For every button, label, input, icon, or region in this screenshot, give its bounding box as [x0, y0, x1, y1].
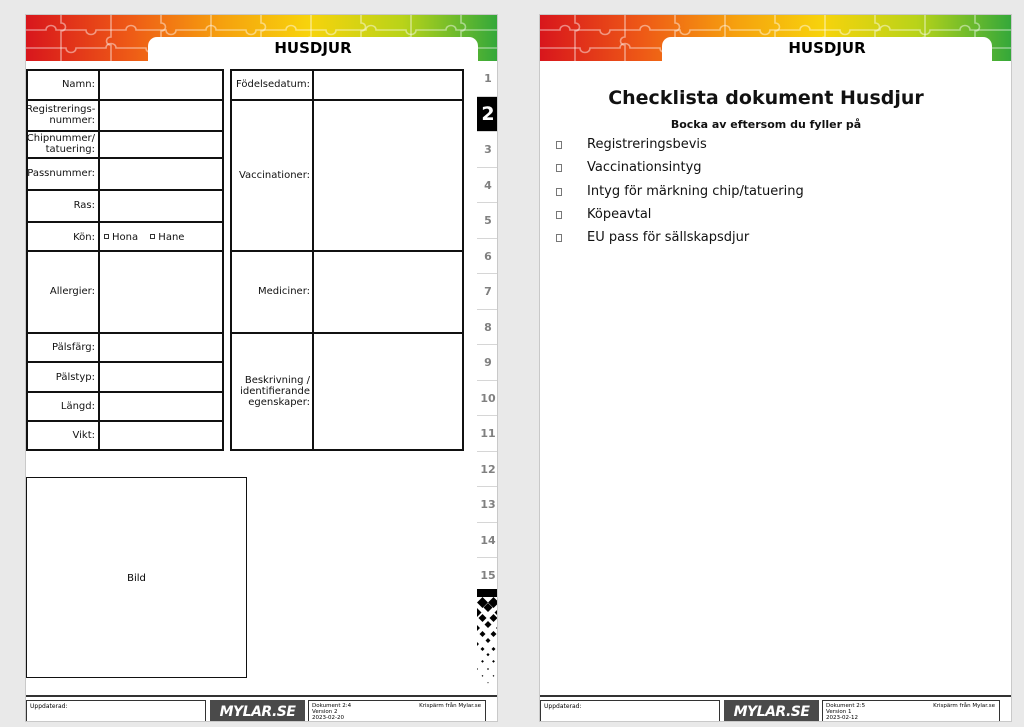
beskrivning-field[interactable] [312, 332, 464, 451]
langd-label: Längd: [60, 401, 95, 412]
tab-13[interactable]: 13 [477, 487, 498, 523]
checklist-item[interactable] [556, 160, 976, 183]
checkbox-icon[interactable] [556, 164, 562, 172]
checkbox-icon[interactable] [556, 141, 562, 149]
updated-box [26, 700, 206, 722]
document-version: Version 1 [826, 709, 852, 715]
checklist-page [539, 14, 1012, 722]
document-number: Dokument 2:4 [312, 703, 352, 709]
document-date: 2023-02-12 [826, 715, 858, 721]
updated-box [540, 700, 720, 722]
document-number: Dokument 2:5 [826, 703, 866, 709]
mylar-logo: MYLAR.SE [724, 700, 819, 722]
tab-3[interactable]: 3 [477, 132, 498, 168]
tab-7[interactable]: 7 [477, 274, 498, 310]
allergier-label: Allergier: [49, 286, 95, 297]
checklist-heading: Checklista dokument Husdjur [608, 87, 924, 109]
palsfarg-field[interactable] [98, 332, 224, 363]
namn-label: Namn: [61, 79, 95, 90]
mediciner-field[interactable] [312, 250, 464, 334]
tab-5[interactable]: 5 [477, 203, 498, 239]
checker-pattern-icon [477, 589, 498, 689]
reg-label-line2: nummer: [49, 115, 95, 126]
palstyp-label: Pälstyp: [55, 372, 95, 383]
tab-8[interactable]: 8 [477, 310, 498, 346]
vikt-field[interactable] [98, 420, 224, 451]
chip-label-line1: Chipnummer/ [26, 133, 95, 144]
photo-box[interactable] [26, 477, 247, 678]
namn-field[interactable] [98, 69, 224, 101]
checklist-item[interactable] [556, 207, 976, 230]
fodelsedatum-label: Födelsedatum: [236, 79, 310, 90]
page-title: HUSDJUR [274, 39, 352, 57]
index-tabs [477, 61, 498, 601]
page-footer [26, 695, 497, 722]
fodelsedatum-field[interactable] [312, 69, 464, 101]
beskrivning-label-line2: identifierande [240, 386, 310, 397]
photo-label: Bild [127, 573, 146, 584]
checklist-item-label: Registreringsbevis [587, 137, 707, 152]
tab-9[interactable]: 9 [477, 345, 498, 381]
credit-text: Krispärm från Mylar.se [933, 703, 995, 709]
registreringsnummer-field[interactable] [98, 99, 224, 132]
tab-15[interactable]: 15 [477, 558, 498, 594]
gender-option-hona[interactable] [104, 232, 138, 243]
vaccinationer-label: Vaccinationer: [238, 170, 310, 181]
page-title: HUSDJUR [788, 39, 866, 57]
tab-4[interactable]: 4 [477, 168, 498, 204]
tab-10[interactable]: 10 [477, 381, 498, 417]
vikt-label: Vikt: [72, 430, 95, 441]
checklist-item[interactable] [556, 137, 976, 160]
document-date: 2023-02-20 [312, 715, 344, 721]
checklist-item-label: Köpeavtal [587, 206, 652, 222]
checkbox-icon[interactable] [104, 234, 109, 239]
credit-text: Krispärm från Mylar.se [419, 703, 481, 709]
page-title-box [662, 37, 992, 62]
chip-label-line2: tatuering: [45, 144, 95, 155]
gender-hona-label: Hona [112, 232, 139, 243]
checklist-item-label: Vaccinationsintyg [587, 160, 702, 176]
updated-label: Uppdaterad: [30, 703, 68, 710]
beskrivning-label-line3: egenskaper: [248, 397, 310, 408]
page-footer [540, 695, 1011, 722]
gender-options [104, 232, 193, 243]
reg-label-line1: Registrerings- [26, 104, 96, 115]
tab-1[interactable]: 1 [477, 61, 498, 97]
tab-6[interactable]: 6 [477, 239, 498, 275]
tab-2[interactable]: 2 [477, 97, 498, 133]
tab-11[interactable]: 11 [477, 416, 498, 452]
gender-hane-label: Hane [158, 232, 185, 243]
ras-label: Ras: [73, 200, 95, 211]
checklist-item-label: EU pass för sällskapsdjur [587, 230, 750, 246]
beskrivning-label-line1: Beskrivning / [244, 375, 310, 386]
page-title-box [148, 37, 478, 62]
kon-label: Kön: [73, 232, 95, 243]
tab-14[interactable]: 14 [477, 523, 498, 559]
pet-form [26, 69, 466, 453]
allergier-field[interactable] [98, 250, 224, 334]
checklist-item[interactable] [556, 184, 976, 207]
tab-12[interactable]: 12 [477, 452, 498, 488]
mediciner-label: Mediciner: [258, 286, 310, 297]
chipnummer-field[interactable] [98, 130, 224, 159]
checkbox-icon[interactable] [556, 234, 562, 242]
updated-label: Uppdaterad: [544, 703, 582, 710]
document-info [308, 700, 486, 722]
checklist-item-label: Intyg för märkning chip/tatuering [587, 183, 804, 199]
checklist-subheading: Bocka av eftersom du fyller på [670, 118, 862, 131]
checkbox-icon[interactable] [150, 234, 155, 239]
passnummer-field[interactable] [98, 157, 224, 191]
checklist-item[interactable] [556, 230, 976, 253]
document-info [822, 700, 1000, 722]
ras-field[interactable] [98, 189, 224, 223]
checklist [556, 137, 976, 253]
document-version: Version 2 [312, 709, 338, 715]
checkbox-icon[interactable] [556, 188, 562, 196]
pass-label: Passnummer: [27, 168, 95, 179]
mylar-logo: MYLAR.SE [210, 700, 305, 722]
palsfarg-label: Pälsfärg: [52, 342, 95, 353]
form-page [25, 14, 498, 722]
gender-option-hane[interactable] [150, 232, 184, 243]
vaccinationer-field[interactable] [312, 99, 464, 252]
checkbox-icon[interactable] [556, 211, 562, 219]
langd-field[interactable] [98, 391, 224, 422]
palstyp-field[interactable] [98, 361, 224, 393]
